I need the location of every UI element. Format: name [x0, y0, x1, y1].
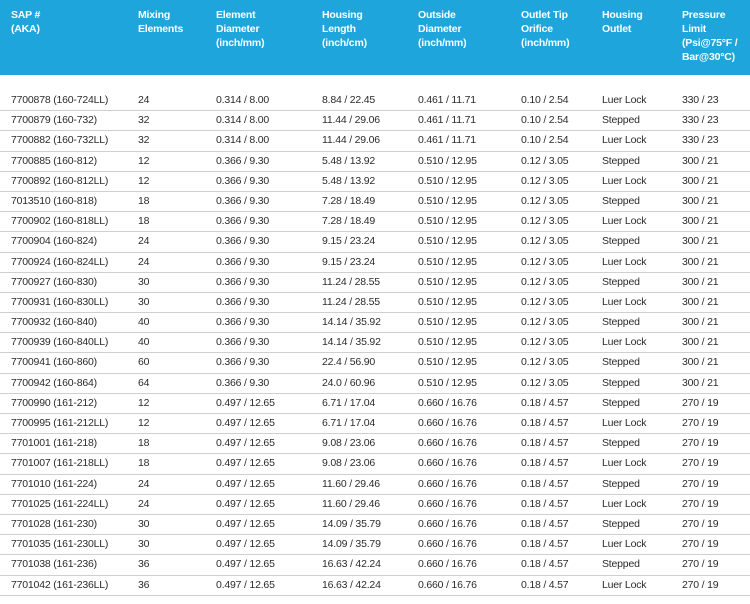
outside-diameter-cell: 0.510 / 12.95 — [418, 295, 477, 308]
table-row — [0, 273, 750, 293]
housing-length-cell: 9.15 / 23.24 — [322, 255, 376, 268]
housing-outlet-cell: Stepped — [602, 376, 640, 389]
mixing-elements-cell: 12 — [138, 396, 150, 409]
element-diameter-cell: 0.366 / 9.30 — [216, 194, 270, 207]
table-row — [0, 515, 750, 535]
housing-outlet-cell: Luer Lock — [602, 94, 647, 106]
housing-length-cell: 7.28 / 18.49 — [322, 194, 376, 207]
housing-length-cell: 14.09 / 35.79 — [322, 538, 381, 551]
housing-outlet-cell: Stepped — [602, 477, 640, 490]
mixing-elements-cell: 24 — [138, 94, 150, 106]
outlet-tip-cell: 0.12 / 3.05 — [521, 295, 569, 308]
outlet-tip-cell: 0.10 / 2.54 — [521, 94, 569, 106]
element-diameter-cell: 0.497 / 12.65 — [216, 578, 275, 591]
element-diameter-cell: 0.497 / 12.65 — [216, 538, 275, 551]
sap-cell: 7700941 (160-860) — [11, 356, 97, 369]
sap-cell: 7700904 (160-824) — [11, 235, 97, 248]
sap-cell: 7701038 (161-236) — [11, 558, 97, 571]
outside-diameter-cell: 0.510 / 12.95 — [418, 154, 477, 167]
sap-cell: 7700932 (160-840) — [11, 316, 97, 329]
sap-cell: 7701035 (161-230LL) — [11, 538, 109, 551]
header-outside-diameter: Outside Diameter (inch/mm) — [418, 9, 467, 49]
mixing-elements-cell: 24 — [138, 235, 150, 248]
outlet-tip-cell: 0.12 / 3.05 — [521, 174, 569, 187]
pressure-limit-cell: 300 / 21 — [682, 275, 719, 288]
table-row — [0, 152, 750, 172]
mixing-elements-cell: 64 — [138, 376, 150, 389]
housing-outlet-cell: Luer Lock — [602, 578, 647, 591]
mixing-elements-cell: 60 — [138, 356, 150, 369]
housing-outlet-cell: Luer Lock — [602, 336, 647, 349]
outside-diameter-cell: 0.660 / 16.76 — [418, 477, 477, 490]
table-row — [0, 172, 750, 192]
table-row — [0, 454, 750, 474]
mixing-elements-cell: 12 — [138, 154, 150, 167]
housing-outlet-cell: Luer Lock — [602, 134, 647, 147]
mixing-elements-cell: 36 — [138, 578, 150, 591]
pressure-limit-cell: 330 / 23 — [682, 94, 719, 106]
outlet-tip-cell: 0.10 / 2.54 — [521, 134, 569, 147]
housing-outlet-cell: Luer Lock — [602, 538, 647, 551]
header-element-diameter: Element Diameter (inch/mm) — [216, 9, 265, 49]
outside-diameter-cell: 0.660 / 16.76 — [418, 497, 477, 510]
housing-length-cell: 14.14 / 35.92 — [322, 336, 381, 349]
sap-cell: 7700902 (160-818LL) — [11, 215, 109, 228]
housing-outlet-cell: Luer Lock — [602, 497, 647, 510]
housing-length-cell: 22.4 / 56.90 — [322, 356, 376, 369]
outside-diameter-cell: 0.660 / 16.76 — [418, 558, 477, 571]
mixing-elements-cell: 12 — [138, 417, 150, 429]
mixing-elements-cell: 32 — [138, 114, 150, 127]
pressure-limit-cell: 270 / 19 — [682, 437, 719, 450]
mixing-elements-cell: 40 — [138, 316, 150, 329]
element-diameter-cell: 0.366 / 9.30 — [216, 174, 270, 187]
table-row — [0, 414, 750, 434]
outlet-tip-cell: 0.18 / 4.57 — [521, 578, 569, 591]
table-row — [0, 394, 750, 414]
housing-length-cell: 14.14 / 35.92 — [322, 316, 381, 329]
pressure-limit-cell: 300 / 21 — [682, 174, 719, 187]
outlet-tip-cell: 0.18 / 4.57 — [521, 417, 569, 429]
table-row — [0, 111, 750, 131]
housing-length-cell: 16.63 / 42.24 — [322, 578, 381, 591]
outlet-tip-cell: 0.18 / 4.57 — [521, 477, 569, 490]
pressure-limit-cell: 270 / 19 — [682, 538, 719, 551]
sap-cell: 7701028 (161-230) — [11, 517, 97, 530]
pressure-limit-cell: 300 / 21 — [682, 235, 719, 248]
header-housing-length: Housing Length (inch/cm) — [322, 9, 367, 49]
housing-length-cell: 5.48 / 13.92 — [322, 154, 376, 167]
housing-outlet-cell: Luer Lock — [602, 295, 647, 308]
pressure-limit-cell: 300 / 21 — [682, 376, 719, 389]
housing-length-cell: 11.24 / 28.55 — [322, 295, 380, 308]
sap-cell: 7700990 (161-212) — [11, 396, 97, 409]
element-diameter-cell: 0.366 / 9.30 — [216, 376, 270, 389]
pressure-limit-cell: 300 / 21 — [682, 255, 719, 268]
pressure-limit-cell: 300 / 21 — [682, 194, 719, 207]
housing-length-cell: 11.60 / 29.46 — [322, 477, 380, 490]
mixing-elements-cell: 30 — [138, 538, 150, 551]
element-diameter-cell: 0.497 / 12.65 — [216, 417, 275, 429]
housing-length-cell: 11.44 / 29.06 — [322, 134, 380, 147]
table-header — [0, 0, 750, 75]
element-diameter-cell: 0.366 / 9.30 — [216, 255, 270, 268]
housing-outlet-cell: Stepped — [602, 517, 640, 530]
sap-cell: 7701010 (161-224) — [11, 477, 97, 490]
header-mixing-elements: Mixing Elements — [138, 9, 184, 35]
pressure-limit-cell: 300 / 21 — [682, 154, 719, 167]
pressure-limit-cell: 270 / 19 — [682, 396, 719, 409]
pressure-limit-cell: 270 / 19 — [682, 517, 719, 530]
pressure-limit-cell: 300 / 21 — [682, 215, 719, 228]
housing-length-cell: 7.28 / 18.49 — [322, 215, 376, 228]
mixing-elements-cell: 24 — [138, 497, 150, 510]
element-diameter-cell: 0.497 / 12.65 — [216, 558, 275, 571]
outside-diameter-cell: 0.660 / 16.76 — [418, 417, 477, 429]
outside-diameter-cell: 0.660 / 16.76 — [418, 437, 477, 450]
outside-diameter-cell: 0.510 / 12.95 — [418, 174, 477, 187]
pressure-limit-cell: 270 / 19 — [682, 417, 719, 429]
outlet-tip-cell: 0.18 / 4.57 — [521, 457, 569, 470]
sap-cell: 7700927 (160-830) — [11, 275, 97, 288]
sap-cell: 7700879 (160-732) — [11, 114, 97, 127]
outlet-tip-cell: 0.12 / 3.05 — [521, 316, 569, 329]
element-diameter-cell: 0.366 / 9.30 — [216, 316, 270, 329]
mixing-elements-cell: 24 — [138, 255, 150, 268]
element-diameter-cell: 0.497 / 12.65 — [216, 477, 275, 490]
housing-length-cell: 16.63 / 42.24 — [322, 558, 381, 571]
element-diameter-cell: 0.497 / 12.65 — [216, 437, 275, 450]
sap-cell: 7701007 (161-218LL) — [11, 457, 109, 470]
outside-diameter-cell: 0.510 / 12.95 — [418, 316, 477, 329]
mixing-elements-cell: 32 — [138, 134, 150, 147]
outside-diameter-cell: 0.660 / 16.76 — [418, 538, 477, 551]
outside-diameter-cell: 0.461 / 11.71 — [418, 134, 476, 147]
housing-length-cell: 11.60 / 29.46 — [322, 497, 380, 510]
table-row — [0, 535, 750, 555]
table-row — [0, 576, 750, 596]
outside-diameter-cell: 0.510 / 12.95 — [418, 376, 477, 389]
outlet-tip-cell: 0.12 / 3.05 — [521, 275, 569, 288]
table-row — [0, 131, 750, 151]
table-row — [0, 333, 750, 353]
header-outlet-tip-orifice: Outlet Tip Orifice (inch/mm) — [521, 9, 570, 49]
outside-diameter-cell: 0.510 / 12.95 — [418, 215, 477, 228]
table-row — [0, 353, 750, 373]
outside-diameter-cell: 0.510 / 12.95 — [418, 336, 477, 349]
outside-diameter-cell: 0.660 / 16.76 — [418, 517, 477, 530]
outlet-tip-cell: 0.18 / 4.57 — [521, 538, 569, 551]
table-row — [0, 495, 750, 515]
pressure-limit-cell: 330 / 23 — [682, 114, 719, 127]
housing-outlet-cell: Stepped — [602, 356, 640, 369]
outside-diameter-cell: 0.510 / 12.95 — [418, 356, 477, 369]
outlet-tip-cell: 0.12 / 3.05 — [521, 194, 569, 207]
housing-outlet-cell: Stepped — [602, 437, 640, 450]
outside-diameter-cell: 0.510 / 12.95 — [418, 275, 477, 288]
housing-outlet-cell: Stepped — [602, 558, 640, 571]
pressure-limit-cell: 270 / 19 — [682, 558, 719, 571]
table-row — [0, 475, 750, 495]
mixing-elements-cell: 18 — [138, 194, 150, 207]
outside-diameter-cell: 0.510 / 12.95 — [418, 194, 477, 207]
housing-length-cell: 11.44 / 29.06 — [322, 114, 380, 127]
table-row — [0, 91, 750, 111]
outlet-tip-cell: 0.18 / 4.57 — [521, 517, 569, 530]
outlet-tip-cell: 0.18 / 4.57 — [521, 558, 569, 571]
outside-diameter-cell: 0.660 / 16.76 — [418, 578, 477, 591]
outlet-tip-cell: 0.18 / 4.57 — [521, 396, 569, 409]
sap-cell: 7700878 (160-724LL) — [11, 94, 109, 106]
mixing-elements-cell: 30 — [138, 517, 150, 530]
mixing-elements-cell: 18 — [138, 457, 150, 470]
housing-length-cell: 9.08 / 23.06 — [322, 457, 376, 470]
sap-cell: 7701025 (161-224LL) — [11, 497, 109, 510]
sap-cell: 7700882 (160-732LL) — [11, 134, 109, 147]
outlet-tip-cell: 0.12 / 3.05 — [521, 235, 569, 248]
outlet-tip-cell: 0.12 / 3.05 — [521, 215, 569, 228]
table-row — [0, 293, 750, 313]
mixing-elements-cell: 18 — [138, 215, 150, 228]
mixing-elements-cell: 36 — [138, 558, 150, 571]
element-diameter-cell: 0.366 / 9.30 — [216, 356, 270, 369]
housing-length-cell: 8.84 / 22.45 — [322, 94, 376, 106]
outside-diameter-cell: 0.660 / 16.76 — [418, 396, 477, 409]
mixing-elements-cell: 40 — [138, 336, 150, 349]
element-diameter-cell: 0.497 / 12.65 — [216, 396, 275, 409]
mixing-elements-cell: 30 — [138, 295, 150, 308]
sap-cell: 7701001 (161-218) — [11, 437, 97, 450]
outside-diameter-cell: 0.510 / 12.95 — [418, 255, 477, 268]
pressure-limit-cell: 270 / 19 — [682, 477, 719, 490]
sap-cell: 7700942 (160-864) — [11, 376, 97, 389]
outside-diameter-cell: 0.461 / 11.71 — [418, 114, 476, 127]
housing-length-cell: 5.48 / 13.92 — [322, 174, 376, 187]
element-diameter-cell: 0.366 / 9.30 — [216, 235, 270, 248]
element-diameter-cell: 0.366 / 9.30 — [216, 295, 270, 308]
element-diameter-cell: 0.314 / 8.00 — [216, 114, 270, 127]
mixing-elements-cell: 12 — [138, 174, 150, 187]
mixing-elements-cell: 18 — [138, 437, 150, 450]
housing-outlet-cell: Luer Lock — [602, 255, 647, 268]
housing-length-cell: 6.71 / 17.04 — [322, 417, 376, 429]
housing-length-cell: 11.24 / 28.55 — [322, 275, 380, 288]
housing-outlet-cell: Stepped — [602, 114, 640, 127]
pressure-limit-cell: 300 / 21 — [682, 336, 719, 349]
table-row — [0, 192, 750, 212]
element-diameter-cell: 0.497 / 12.65 — [216, 497, 275, 510]
outside-diameter-cell: 0.660 / 16.76 — [418, 457, 477, 470]
housing-outlet-cell: Stepped — [602, 316, 640, 329]
outlet-tip-cell: 0.10 / 2.54 — [521, 114, 569, 127]
sap-cell: 7700924 (160-824LL) — [11, 255, 109, 268]
table-row — [0, 434, 750, 454]
header-pressure-limit: Pressure Limit (Psi@75°F / Bar@30°C) — [682, 9, 738, 63]
pressure-limit-cell: 270 / 19 — [682, 578, 719, 591]
pressure-limit-cell: 300 / 21 — [682, 356, 719, 369]
outlet-tip-cell: 0.12 / 3.05 — [521, 255, 569, 268]
table-row — [0, 232, 750, 252]
housing-outlet-cell: Luer Lock — [602, 457, 647, 470]
mixing-elements-cell: 30 — [138, 275, 150, 288]
sap-cell: 7700892 (160-812LL) — [11, 174, 109, 187]
outlet-tip-cell: 0.12 / 3.05 — [521, 154, 569, 167]
pressure-limit-cell: 270 / 19 — [682, 497, 719, 510]
table-row — [0, 212, 750, 232]
housing-outlet-cell: Luer Lock — [602, 174, 647, 187]
sap-cell: 7700939 (160-840LL) — [11, 336, 109, 349]
element-diameter-cell: 0.366 / 9.30 — [216, 275, 270, 288]
table-row — [0, 374, 750, 394]
housing-outlet-cell: Stepped — [602, 235, 640, 248]
element-diameter-cell: 0.314 / 8.00 — [216, 134, 270, 147]
pressure-limit-cell: 300 / 21 — [682, 295, 719, 308]
element-diameter-cell: 0.314 / 8.00 — [216, 94, 270, 106]
outlet-tip-cell: 0.18 / 4.57 — [521, 437, 569, 450]
outside-diameter-cell: 0.461 / 11.71 — [418, 94, 476, 106]
sap-cell: 7700931 (160-830LL) — [11, 295, 109, 308]
housing-length-cell: 6.71 / 17.04 — [322, 396, 376, 409]
element-diameter-cell: 0.366 / 9.30 — [216, 154, 270, 167]
outlet-tip-cell: 0.12 / 3.05 — [521, 336, 569, 349]
housing-outlet-cell: Stepped — [602, 396, 640, 409]
table-row — [0, 555, 750, 575]
header-sap: SAP # (AKA) — [11, 9, 41, 35]
sap-cell: 7700885 (160-812) — [11, 154, 97, 167]
mixing-elements-cell: 24 — [138, 477, 150, 490]
element-diameter-cell: 0.366 / 9.30 — [216, 336, 270, 349]
pressure-limit-cell: 300 / 21 — [682, 316, 719, 329]
element-diameter-cell: 0.497 / 12.65 — [216, 517, 275, 530]
housing-outlet-cell: Stepped — [602, 275, 640, 288]
outlet-tip-cell: 0.18 / 4.57 — [521, 497, 569, 510]
outlet-tip-cell: 0.12 / 3.05 — [521, 376, 569, 389]
sap-cell: 7013510 (160-818) — [11, 194, 97, 207]
table-row — [0, 253, 750, 273]
housing-length-cell: 9.15 / 23.24 — [322, 235, 376, 248]
housing-outlet-cell: Luer Lock — [602, 417, 647, 429]
housing-length-cell: 24.0 / 60.96 — [322, 376, 376, 389]
pressure-limit-cell: 330 / 23 — [682, 134, 719, 147]
table-body — [0, 91, 750, 596]
pressure-limit-cell: 270 / 19 — [682, 457, 719, 470]
housing-length-cell: 9.08 / 23.06 — [322, 437, 376, 450]
table-row — [0, 313, 750, 333]
housing-outlet-cell: Stepped — [602, 154, 640, 167]
header-housing-outlet: Housing Outlet — [602, 9, 643, 35]
housing-length-cell: 14.09 / 35.79 — [322, 517, 381, 530]
element-diameter-cell: 0.497 / 12.65 — [216, 457, 275, 470]
outlet-tip-cell: 0.12 / 3.05 — [521, 356, 569, 369]
sap-cell: 7700995 (161-212LL) — [11, 417, 109, 429]
housing-outlet-cell: Stepped — [602, 194, 640, 207]
sap-cell: 7701042 (161-236LL) — [11, 578, 109, 591]
outside-diameter-cell: 0.510 / 12.95 — [418, 235, 477, 248]
housing-outlet-cell: Luer Lock — [602, 215, 647, 228]
element-diameter-cell: 0.366 / 9.30 — [216, 215, 270, 228]
